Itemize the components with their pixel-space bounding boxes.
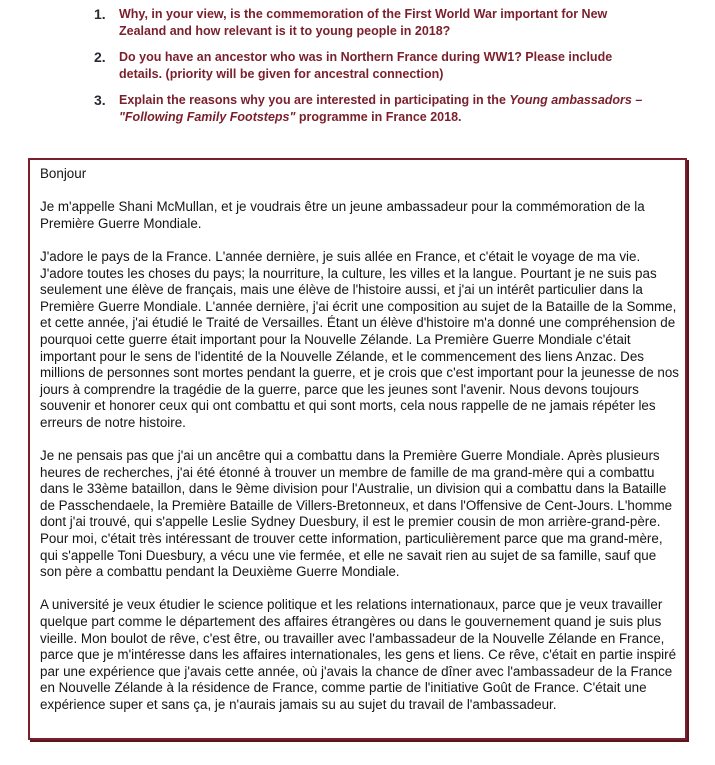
answer-paragraph-3: Je ne pensais pas que j'ai un ancêtre qui a combattu dans la Première Guerre Mondiale. Après plusieurs heures de recherches, j'ai été étonné à trouver un membre de famille de ma grand-mère qui a combattu dans le 33ème bataillon, dans le 9ème division pour l'Australie, un division qui a combattu dans la Bataille de Passchendaele, la Première Bataille de Villers-Bretonneux, et dans l'Offensive de Cent-Jours. L'homme dont j'ai trouvé, qui s'appelle Leslie Sydney Duesbury, il est le premier cousin de mon arrière-grand-père. Pour moi, c'était très intéressant de trouver cette information, particulièrement parce que ma grand-mère, qui s'appelle Toni Duesbury, a vécu une vie fermée, et elle ne savait rien au sujet de sa famille, sauf que son père a combattu pendant la Deuxième Guerre Mondiale.	[40, 448, 673, 580]
question-text: Do you have an ancestor who was in Northern France during WW1? Please include details. (priority will be given for ancestral connection)	[119, 50, 613, 81]
question-item-1	[94, 6, 654, 40]
question-number: 2.	[94, 49, 106, 65]
answer-greeting: Bonjour	[40, 166, 87, 181]
answer-paragraph-2: J'adore le pays de la France. L'année dernière, je suis allée en France, et c'était le voyage de ma vie. J'adore toutes les choses du pays; la nourriture, la culture, les villes et la langue. Pourtant je ne suis pas seulement une élève de français, mais une élève de l'histoire aussi, et j'ai un intérêt particulier dans la Première Guerre Mondiale. L'année dernière, j'ai écrit une composition au sujet de la Bataille de la Somme, et cette année, j'ai étudié le Traité de Versailles. Étant un élève d'histoire m'a donné une compréhension de pourquoi cette guerre était important pour la Nouvelle Zélande. La Première Guerre Mondiale c'était important pour le sens de l'identité de la Nouvelle Zélande, et le commencement des liens Anzac. Des millions de personnes sont mortes pendant la guerre, et je crois que c'est important pour la jeunesse de nos jours à comprendre la tragédie de la guerre, parce que les jeunes sont l'avenir. Nous devons toujours souvenir et honorer ceux qui ont combattu et qui sont morts, cela nous rappelle de ne jamais répéter les erreurs de notre histoire.	[40, 248, 679, 430]
question-text-end: programme in France 2018.	[295, 110, 462, 124]
question-number: 3.	[94, 92, 106, 108]
question-text: Why, in your view, is the commemoration of the First World War important for New Zealand and how relevant is it to young people in 2018?	[119, 7, 608, 38]
question-list	[94, 6, 654, 135]
question-text-start: Explain the reasons why you are interested in participating in the	[119, 93, 510, 107]
question-number: 1.	[94, 6, 106, 22]
programme-name: Young ambassadors – "Following Family Footsteps"	[119, 93, 643, 124]
question-item-3	[94, 92, 654, 126]
question-text	[119, 93, 642, 124]
answer-box	[28, 158, 687, 740]
answer-text	[40, 166, 680, 714]
question-item-2	[94, 49, 654, 83]
answer-paragraph-4: A université je veux étudier le science politique et les relations internationaux, parce que je veux travailler quelque part comme le département des affaires étrangères ou dans le gouvernement quand je suis plus vieille. Mon boulot de rêve, c'est être, ou travailler avec l'ambassadeur de la Nouvelle Zélande en France, parce que je m'intéresse dans les affaires internationales, les gens et liens. Ce rêve, c'était en partie inspiré par une expérience que j'avais cette année, où j'avais la chance de dîner avec l'ambassadeur de la France en Nouvelle Zélande à la résidence de France, comme partie de l'initiative Goût de France. C'était une expérience super et sans ça, je n'aurais jamais su au sujet du travail de l'ambassadeur.	[40, 597, 677, 712]
answer-paragraph-1: Je m'appelle Shani McMullan, et je voudrais être un jeune ambassadeur pour la commémoration de la Première Guerre Mondiale.	[40, 199, 645, 231]
